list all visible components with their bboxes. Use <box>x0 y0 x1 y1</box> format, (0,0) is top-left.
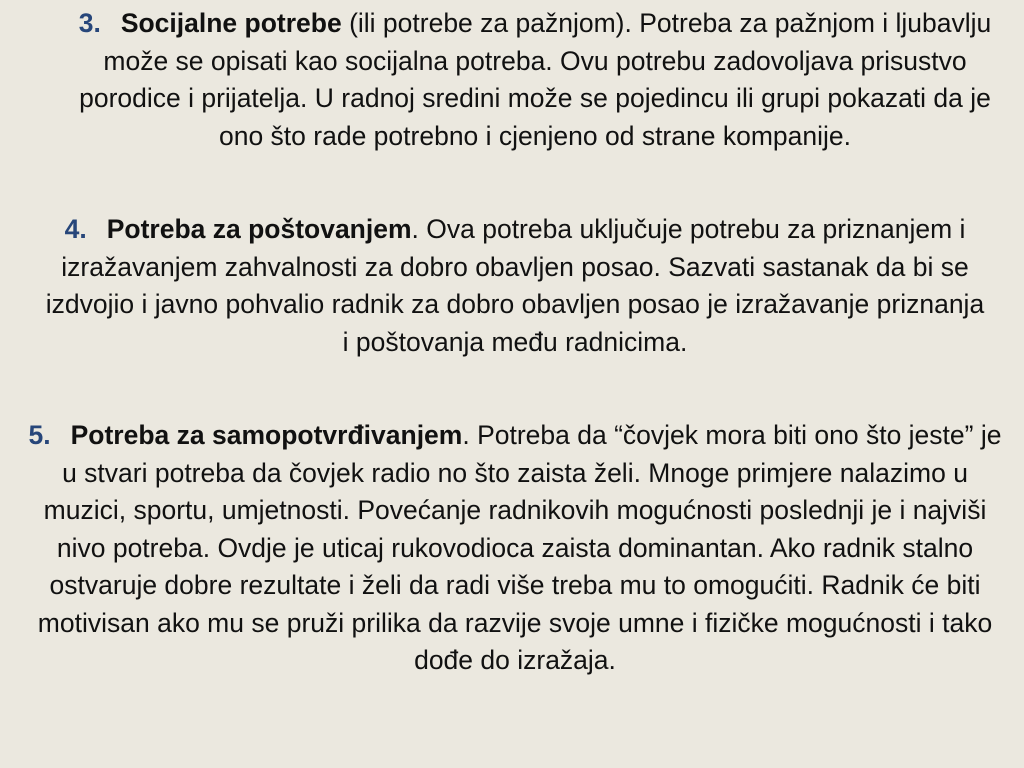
list-item-self-actualization-needs <box>20 417 1010 680</box>
item-number: 5. <box>28 420 51 450</box>
list-item-social-needs <box>60 5 1010 155</box>
item-description: (ili potrebe za pažnjom). Potreba za pažnjom i ljubavlju može se opisati kao socijalna potreba. Ovu potrebu zadovoljava prisustvo porodice i prijatelja. U radnoj sredini može se pojedincu ili grupi pokazati da je ono što rade potrebno i cjenjeno od strane kompanije. <box>79 8 992 151</box>
item-description: . Potreba da “čovjek mora biti ono što jeste” je u stvari potreba da čovjek radio no što zaista želi. Mnoge primjere nalazimo u muzici, sportu, umjetnosti. Povećanje radnikovih mogućnosti poslednji je i najviši nivo potreba. Ovdje je uticaj rukovodioca zaista dominantan. Ako radnik stalno ostvaruje dobre rezultate i želi da radi više treba mu to omogućiti. Radnik će biti motivisan ako mu se pruži prilika da razvije svoje umne i fizičke mogućnosti i tako dođe do izražaja. <box>37 420 1002 675</box>
item-number: 3. <box>78 8 101 38</box>
item-description: . Ova potreba uključuje potrebu za priznanjem i izražavanjem zahvalnosti za dobro obavljen posao. Sazvati sastanak da bi se izdvojio i javno pohvalio radnik za dobro obavljen posao je izražavanje priznanja i poštovanja među radnicima. <box>45 214 985 357</box>
item-term: Potreba za samopotvrđivanjem <box>70 420 463 450</box>
item-term: Potreba za poštovanjem <box>106 214 412 244</box>
item-number: 4. <box>64 214 87 244</box>
item-term: Socijalne potrebe <box>120 8 342 38</box>
list-item-esteem-needs <box>40 211 990 361</box>
